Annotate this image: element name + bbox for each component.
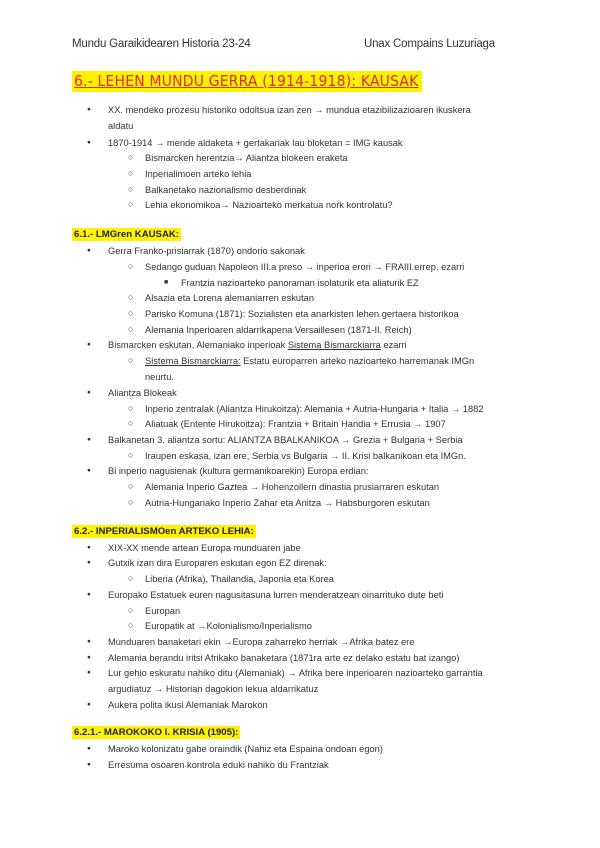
- header-author: Unax Compains Luzuriaga: [364, 38, 495, 50]
- sub-list-item: ○ Alemania Inperio Gaztea → Hohenzollern dinastia prusiarraren eskutan: [145, 481, 439, 493]
- section-heading-6-2-1: [72, 727, 240, 738]
- section-heading-text: 6.2.1.- MAROKOKO I. KRISIA (1905):: [74, 727, 239, 738]
- underlined-term: Sistema Bismarckiarra:: [145, 356, 241, 366]
- sub-list-item: [145, 355, 474, 367]
- section-heading-6-2: [72, 526, 256, 537]
- list-item-continuation: aldatu: [108, 121, 134, 131]
- sub-list-item: ○ Inperio zentralak (Aliantza Hirukoitza): Alemania + Autria-Hungaria + Italia → 1882: [145, 403, 483, 415]
- text-fragment: Bismarcken eskutan, Alemaniako inperioak: [108, 340, 288, 350]
- page-title: [72, 72, 422, 90]
- sub-list-item: ○ Alemania Inperioaren aldarrikapena Versaillesen (1871-II. Reich): [145, 324, 412, 336]
- list-item: ● Erresuma osoaren kontrola eduki nahiko du Frantziak: [108, 759, 329, 771]
- header-course-title: Mundu Garaikidearen Historia 23-24: [72, 38, 251, 50]
- section-heading-text: 6.1.- LMGren KAUSAK:: [74, 229, 180, 240]
- list-item: ● Aliantza Blokeak: [108, 387, 177, 399]
- sub-list-item: ○ Inperialimoen arteko lehia: [145, 168, 251, 180]
- text-fragment: ezarri: [380, 340, 407, 350]
- underlined-term: Sistema Bismarckiarra: [287, 340, 381, 350]
- list-item: ● Aukera polita ikusi Alemaniak Marokon: [108, 699, 268, 711]
- sub-list-item: ○ Autria-Hungariako Inperio Zahar eta Anitza → Habsburgoren eskutan: [145, 497, 430, 509]
- list-item: ● XIX-XX mende artean Europa munduaren jabe: [108, 542, 301, 554]
- list-item: ● Gutxik izan dira Europaren eskutan egon EZ direnak:: [108, 557, 327, 569]
- sub-list-item: ○ Balkanetako nazionalismo desberdinak: [145, 184, 306, 196]
- list-item-continuation: argudiatuz → Historian dagokion lekua aldarrikatuz: [108, 684, 319, 694]
- list-item: ● XX. mendeko prozesu historiko odoltsua izan zen → mundua etazibilizazioaren ikuskera: [108, 104, 471, 116]
- page-title-text: 6.- LEHEN MUNDU GERRA (1914-1918): KAUSAK: [72, 71, 422, 92]
- sub-list-item: ○ Alsazia eta Lorena alemaniarren eskutan: [145, 292, 314, 304]
- list-item: ● Europako Estatuek euren nagusitasuna lurren menderatzean oinarrituko dute beti: [108, 589, 443, 601]
- list-item: ● Gerra Franko-prisiarrak (1870) ondorio sakonak: [108, 245, 305, 257]
- text-fragment: Estatu europarren arteko nazioarteko harremanak IMGn: [240, 356, 475, 366]
- sub-list-item: ○ Sedango guduan Napoleon III.a preso → inperioa erori → FRAIII.errep. ezarri: [145, 261, 464, 273]
- list-item: ● Balkanetan 3. aliantza sortu: ALIANTZA BBALKANIKOA → Grezia + Bulgaria + Serbia: [108, 434, 463, 446]
- sub-list-item: ○ Liberia (Afrika), Thailandia, Japonia eta Korea: [145, 573, 334, 585]
- list-item-continuation: neurtu.: [145, 372, 174, 382]
- list-item: ● 1870-1914 → mende aldaketa + gertakariak lau bloketan = IMG kausak: [108, 137, 403, 149]
- list-item: ● Bi inperio nagusienak (kultura germanikoarekin) Europa erdian:: [108, 465, 368, 477]
- sub-list-item: ○ Bismarcken herentzia→ Aliantza blokeen eraketa: [145, 152, 348, 164]
- list-item: ● Lur gehio eskuratu nahiko ditu (Alemaniak) → Afrika bere inperioaren nazioarteko garrantia: [108, 667, 483, 679]
- section-heading-text: 6.2.- INPERIALISMOen ARTEKO LEHIA:: [74, 526, 254, 537]
- list-item: ● Maroko kolonizatu gabe oraindik (Nahiz eta Espaina ondoan egon): [108, 743, 383, 755]
- list-item: ● Munduaren banaketari ekin →Europa zaharreko herriak →Afrika batez ere: [108, 636, 414, 648]
- sub-sub-list-item: ■ Frantzia nazioarteko panoraman isolaturik eta aliaturik EZ: [181, 277, 419, 289]
- sub-list-item: ○ Parisko Komuna (1871): Sozialisten eta anarkisten lehen gertaera historikoa: [145, 308, 459, 320]
- sub-list-item: ○ Iraupen eskasa, izan ere, Serbia vs Bulgaria → II. Krisi balkanikoan eta IMGn.: [145, 450, 466, 462]
- sub-list-item: ○ Aliatuak (Entente Hirukoitza): Frantzia + Britain Handia + Errusia → 1907: [145, 418, 446, 430]
- list-item: ● Alemania berandu iritsi Afrikako banaketara (1871ra arte ez delako estatu bat izango): [108, 652, 459, 664]
- list-item: [108, 339, 407, 351]
- section-heading-6-1: [72, 229, 181, 240]
- sub-list-item: ○ Europan: [145, 605, 180, 617]
- sub-list-item: ○ Lehia ekonomikoa→ Nazioarteko merkatua nork kontrolatu?: [145, 199, 393, 211]
- sub-list-item: ○ Europatik at →Kolonialismo/Inperialismo: [145, 620, 312, 632]
